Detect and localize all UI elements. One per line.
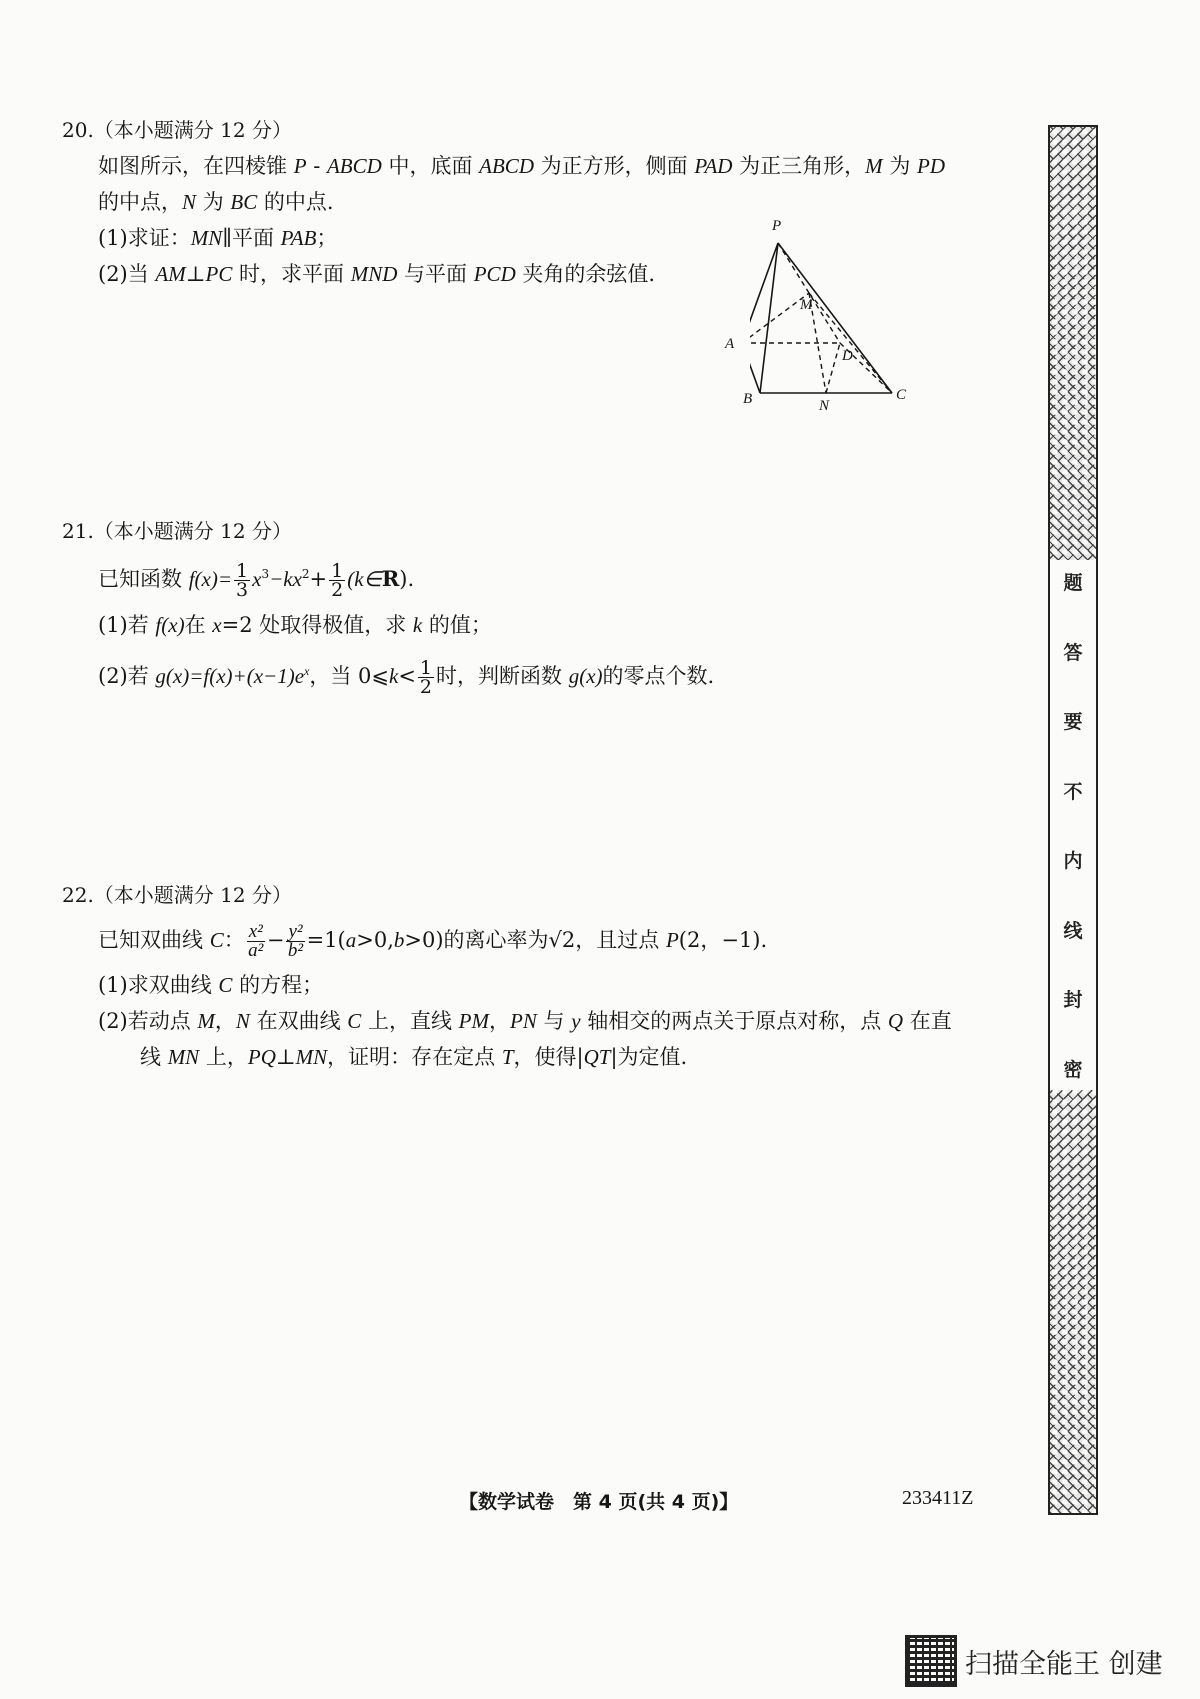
q20-intro-line2: 的中点，N 为 BC 的中点. — [98, 190, 334, 214]
fraction-x2-a2: $\frac{\text{x²}}{\text{a²}}$ — [248, 921, 264, 961]
label-N: N — [819, 398, 830, 414]
strip-char: 题 — [1063, 572, 1083, 594]
label-M: M — [800, 297, 813, 313]
fraction-one-third: $\frac{1}{3}$ — [236, 560, 249, 601]
strip-char: 要 — [1063, 711, 1083, 734]
segment-ND — [826, 343, 840, 393]
scanner-watermark — [905, 1635, 1163, 1687]
q20-intro-line1: 如图所示，在四棱锥 P - ABCD 中，底面 ABCD 为正方形，侧面 PAD 为正三角形，M 为 PD — [98, 154, 946, 178]
q21-function-def: 已知函数 f(x)= $\frac{1}{3}$ $x^3-kx^2+$ $\frac{1}{2}$ (k∈R). — [98, 560, 415, 601]
edge-PB — [760, 243, 778, 393]
edge-PC — [778, 243, 892, 393]
strip-char: 封 — [1063, 989, 1083, 1012]
q20-part2: (2)当 AM⊥PC 时，求平面 MND 与平面 PCD 夹角的余弦值. — [98, 262, 656, 286]
pyramid-figure — [750, 235, 990, 445]
q22-part2-cont: 线 MN 上，PQ⊥MN，证明：存在定点 T，使得|QT|为定值. — [140, 1045, 688, 1069]
strip-char: 内 — [1063, 850, 1083, 873]
strip-char: 不 — [1063, 780, 1083, 803]
label-A: A — [725, 336, 735, 352]
footer-title: 【数学试卷 第 4 页(共 4 页)】 — [459, 1491, 739, 1513]
qr-code-icon — [905, 1635, 957, 1687]
question-21 — [62, 513, 714, 701]
fraction-y2-b2: $\frac{\text{y²}}{\text{b²}}$ — [287, 921, 304, 961]
q22-part1: (1)求双曲线 C 的方程； — [98, 973, 324, 997]
q21-part2: (2)若 $g(x)=f(x)+(x-1)e^x$，当 0⩽k< $\frac{1}{2}$ 时，判断函数 g(x)的零点个数. — [98, 657, 715, 698]
edge-PA — [750, 243, 778, 343]
q22-header: 22.（本小题满分 12 分） — [62, 883, 292, 907]
q21-part1: (1)若 f(x)在 x=2 处取得极值，求 k 的值； — [98, 613, 492, 637]
label-D: D — [842, 348, 853, 364]
strip-char: 答 — [1063, 641, 1083, 664]
label-B: B — [743, 391, 753, 407]
fraction-one-half: $\frac{1}{2}$ — [331, 560, 344, 601]
label-C: C — [896, 387, 907, 403]
q20-header: 20.（本小题满分 12 分） — [62, 118, 292, 142]
strip-char: 密 — [1063, 1058, 1083, 1081]
strip-char: 线 — [1063, 919, 1083, 942]
label-P: P — [772, 218, 782, 234]
segment-MC — [809, 293, 892, 393]
edge-AB — [750, 343, 760, 393]
q20-part1: (1)求证：MN∥平面 PAB； — [98, 226, 338, 250]
q21-header: 21.（本小题满分 12 分） — [62, 519, 292, 543]
q22-hyperbola-def: 已知双曲线 C： $\frac{\text{x²}}{\text{a²}}$ − $\frac{\text{y²}}{\text{b²}}$ =1(a>0,b>0)的离心率为√2，且过点 P(2，−1). — [98, 921, 768, 961]
binding-strip-notice — [1050, 560, 1096, 1090]
question-22 — [62, 877, 952, 1075]
scanner-watermark-text: 扫描全能王 创建 — [965, 1648, 1163, 1680]
fraction-half-bound: $\frac{1}{2}$ — [419, 657, 433, 698]
q22-part2: (2)若动点 M，N 在双曲线 C 上，直线 PM，PN 与 y 轴相交的两点关于原点对称，点 Q 在直 — [98, 1009, 952, 1033]
footer-code: 233411Z — [902, 1487, 974, 1509]
